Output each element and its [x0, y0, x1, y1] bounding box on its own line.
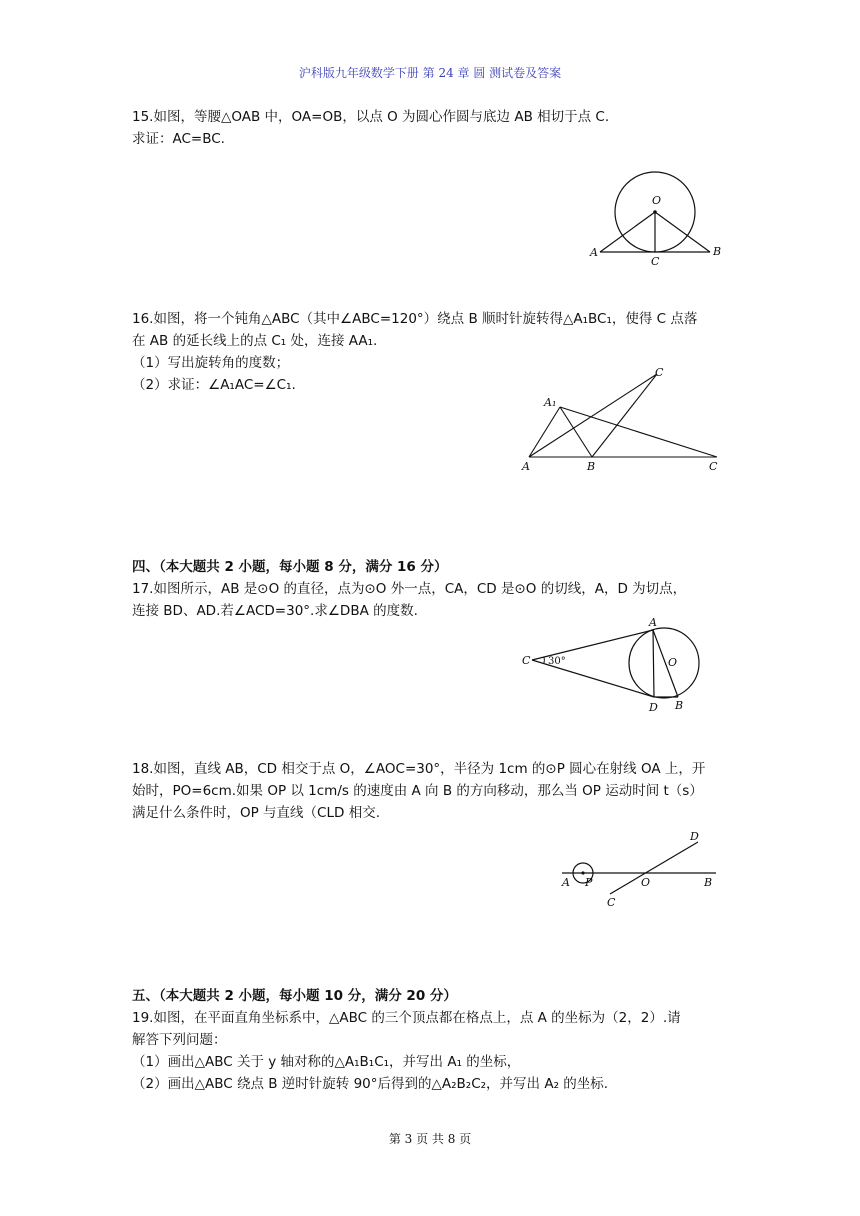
q16-figure	[512, 362, 732, 480]
q15-label-b: B	[713, 245, 722, 258]
page-footer: 第 3 页 共 8 页	[388, 1132, 472, 1146]
q18-label-d: D	[690, 830, 699, 843]
q18-line1: 18.如图，直线 AB，CD 相交于点 O，∠AOC=30°，半径为 1cm 的⊙P 圆心在射线 OA 上，开	[132, 761, 706, 777]
q18-label-c: C	[607, 896, 616, 909]
q18-figure	[552, 826, 732, 914]
q15-line2: 求证：AC=BC.	[132, 131, 225, 147]
section-5-heading: 五、（本大题共 2 小题，每小题 10 分，满分 20 分）	[132, 988, 457, 1004]
q15-line1: 15.如图，等腰△OAB 中，OA=OB，以点 O 为圆心作圆与底边 AB 相切于点 C.	[132, 109, 610, 125]
page-header: 沪科版九年级数学下册 第 24 章 圆 测试卷及答案	[298, 66, 562, 80]
q17-line1: 17.如图所示，AB 是⊙O 的直径，点为⊙O 外一点，CA，CD 是⊙O 的切线，A，D 为切点，	[132, 581, 687, 597]
question-15	[132, 106, 732, 150]
q15-label-c: C	[651, 255, 660, 268]
q18-line2: 始时，PO=6cm.如果 OP 以 1cm/s 的速度由 A 向 B 的方向移动，那么当 OP 运动时间 t（s）	[132, 783, 703, 799]
q16-label-c1: C	[709, 460, 718, 473]
q17-label-b: B	[675, 699, 684, 712]
q18-label-b: B	[704, 876, 713, 889]
q16-line3: （1）写出旋转角的度数；	[132, 355, 290, 371]
q15-side-ob	[655, 212, 710, 252]
question-18	[132, 758, 732, 824]
q17-line2: 连接 BD、AD.若∠ACD=30°.求∠DBA 的度数.	[132, 603, 418, 619]
q16-side-a1c1	[560, 407, 717, 457]
q16-line1: 16.如图，将一个钝角△ABC（其中∠ABC=120°）绕点 B 顺时针旋转得△A₁BC₁，使得 C 点落	[132, 311, 698, 327]
section-4-heading: 四、（本大题共 2 小题，每小题 8 分，满分 16 分）	[132, 559, 448, 575]
q17-label-d: D	[649, 701, 658, 714]
q18-line3: 满足什么条件时，OP 与直线（CLD 相交.	[132, 805, 380, 821]
q17-label-c: C	[522, 654, 531, 667]
q15-label-a: A	[590, 246, 598, 259]
q17-label-o: O	[668, 656, 678, 669]
q16-side-ac	[529, 374, 657, 457]
question-19	[132, 1007, 732, 1095]
q16-label-a1: A₁	[544, 396, 557, 409]
q19-line1: 19.如图，在平面直角坐标系中，△ABC 的三个顶点都在格点上，点 A 的坐标为（2，2）.请	[132, 1010, 681, 1026]
q16-side-bc	[592, 374, 657, 457]
q17-circle	[629, 628, 699, 698]
q18-line-cd	[610, 842, 698, 894]
q16-label-b: B	[587, 460, 596, 473]
q17-segment-ad	[653, 630, 654, 697]
q18-label-a: A	[562, 876, 570, 889]
q16-line2: 在 AB 的延长线上的点 C₁ 处，连接 AA₁.	[132, 333, 378, 349]
q15-side-oa	[600, 212, 655, 252]
q17-figure	[518, 614, 718, 718]
q18-center-p	[581, 871, 584, 874]
q16-label-c: C	[655, 366, 664, 379]
q16-side-a1b	[560, 407, 592, 457]
q16-line4: （2）求证：∠A₁AC=∠C₁.	[132, 377, 296, 393]
q16-label-a: A	[522, 460, 530, 473]
q15-center-dot	[653, 210, 657, 214]
q18-label-o: O	[641, 876, 651, 889]
q19-line4: （2）画出△ABC 绕点 B 逆时针旋转 90°后得到的△A₂B₂C₂，并写出 A₂ 的坐标.	[132, 1076, 609, 1092]
q15-label-o: O	[652, 194, 662, 207]
q17-label-a: A	[649, 616, 657, 629]
q19-line3: （1）画出△ABC 关于 y 轴对称的△A₁B₁C₁，并写出 A₁ 的坐标，	[132, 1054, 521, 1070]
q19-line2: 解答下列问题：	[132, 1032, 227, 1048]
q18-label-p: P	[585, 876, 593, 889]
q16-segment-aa1	[529, 407, 560, 457]
q17-label-angle: 30°	[548, 656, 566, 667]
q15-figure	[580, 168, 740, 272]
